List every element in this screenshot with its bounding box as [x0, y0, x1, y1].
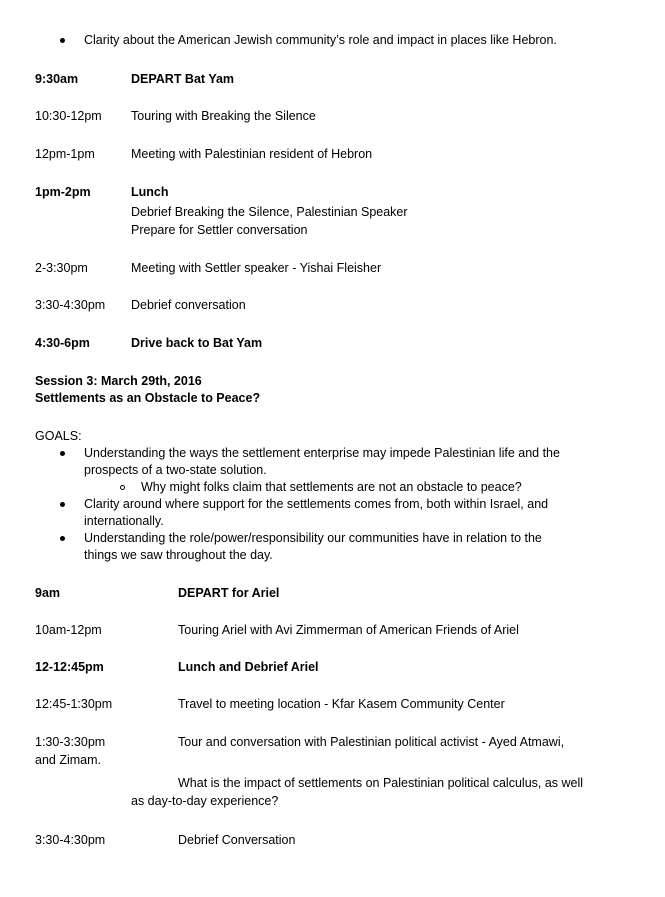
schedule1-time: 3:30-4:30pm [35, 298, 106, 312]
bullet-dot [60, 451, 65, 456]
schedule1-desc: Lunch [131, 185, 169, 199]
schedule2-desc: Touring Ariel with Avi Zimmerman of American Friends of Ariel [178, 623, 519, 637]
goal-line: Understanding the role/power/responsibility our communities have in relation to the [84, 531, 542, 545]
session-title: Session 3: March 29th, 2016 [35, 374, 202, 388]
schedule1-subline: Debrief Breaking the Silence, Palestinian Speaker [131, 205, 408, 219]
schedule2-time: 3:30-4:30pm [35, 833, 106, 847]
schedule2-desc: Tour and conversation with Palestinian political activist - Ayed Atmawi, [178, 735, 565, 749]
bullet-dot [60, 502, 65, 507]
schedule1-time: 12pm-1pm [35, 147, 95, 161]
schedule1-desc: Debrief conversation [131, 298, 246, 312]
schedule1-desc: Drive back to Bat Yam [131, 336, 263, 350]
schedule2-desc: Lunch and Debrief Ariel [178, 660, 319, 674]
goal-line: prospects of a two-state solution. [84, 463, 267, 477]
schedule1-time: 1pm-2pm [35, 185, 91, 199]
goal-line: things we saw throughout the day. [84, 548, 273, 562]
schedule1-desc: Meeting with Palestinian resident of Hebron [131, 147, 373, 161]
goal-line: Understanding the ways the settlement enterprise may impede Palestinian life and the [84, 446, 560, 460]
session-subtitle: Settlements as an Obstacle to Peace? [35, 391, 261, 405]
bullet-dot [60, 536, 65, 541]
schedule1-time: 10:30-12pm [35, 109, 102, 123]
schedule2-question: What is the impact of settlements on Palestinian political calculus, as well [178, 776, 584, 790]
schedule2-time: 12-12:45pm [35, 660, 104, 674]
schedule1-time: 4:30-6pm [35, 336, 90, 350]
schedule1-desc: Touring with Breaking the Silence [131, 109, 316, 123]
schedule2-desc: Debrief Conversation [178, 833, 296, 847]
goal-line: internationally. [84, 514, 164, 528]
schedule1-desc: DEPART Bat Yam [131, 72, 235, 86]
schedule1-desc: Meeting with Settler speaker - Yishai Fleisher [131, 261, 382, 275]
goals-label: GOALS: [35, 429, 82, 443]
schedule1-time: 9:30am [35, 72, 79, 86]
schedule2-question: as day-to-day experience? [131, 794, 279, 808]
goal-subitem: Why might folks claim that settlements are not an obstacle to peace? [141, 480, 522, 494]
schedule1-time: 2-3:30pm [35, 261, 88, 275]
schedule2-time: 10am-12pm [35, 623, 102, 637]
schedule2-time: 12:45-1:30pm [35, 697, 113, 711]
schedule2-time: 9am [35, 586, 61, 600]
schedule2-desc: DEPART for Ariel [178, 586, 280, 600]
schedule2-time: 1:30-3:30pm [35, 735, 106, 749]
sub-bullet-circle [120, 485, 125, 490]
bullet-dot [60, 38, 65, 43]
schedule2-desc-continued: and Zimam. [35, 753, 101, 767]
goal-line: Clarity around where support for the settlements comes from, both within Israel, and [84, 497, 549, 511]
intro-bullet-text: Clarity about the American Jewish community’s role and impact in places like Hebron. [84, 33, 557, 47]
schedule1-subline: Prepare for Settler conversation [131, 223, 308, 237]
schedule2-desc: Travel to meeting location - Kfar Kasem Community Center [178, 697, 505, 711]
